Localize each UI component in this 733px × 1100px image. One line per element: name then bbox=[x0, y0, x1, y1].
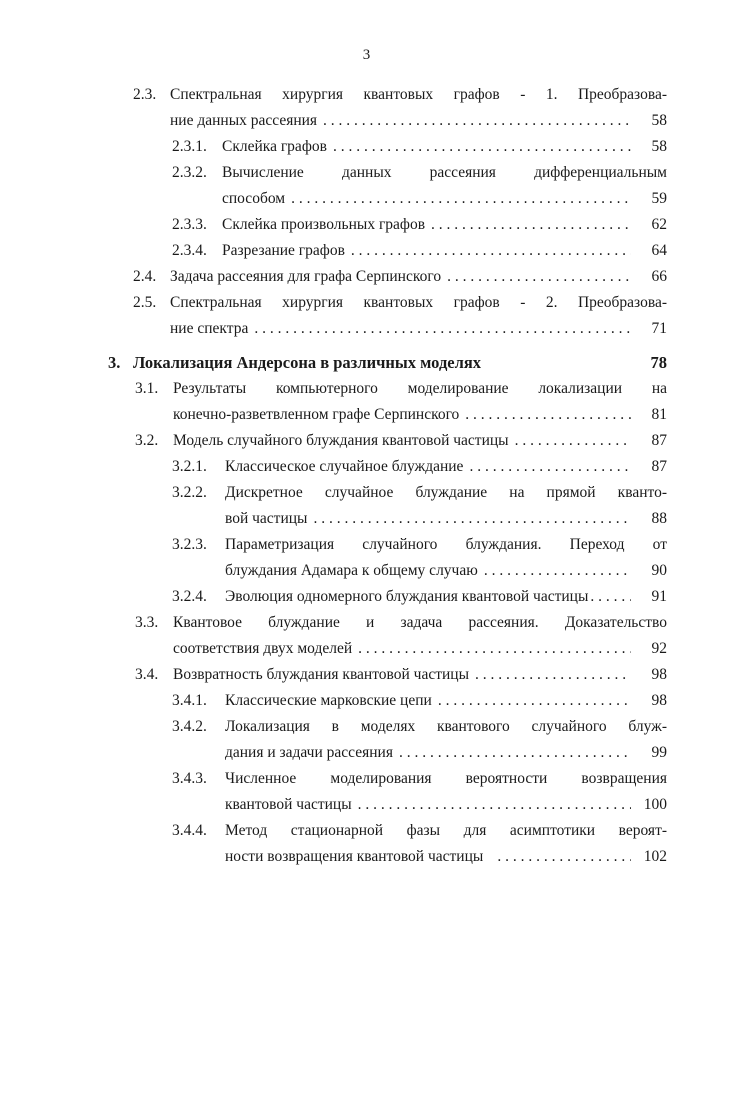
toc-entry-number: 2.3.1. bbox=[172, 138, 207, 155]
toc-entry-3-4-3[interactable] bbox=[0, 766, 733, 818]
toc-page-number: 87 bbox=[651, 458, 667, 475]
dot-leader bbox=[393, 740, 631, 766]
toc-entry-number: 2.4. bbox=[133, 268, 157, 285]
toc-entry-title-line: Параметризация случайного блуждания. Переход от bbox=[225, 536, 667, 553]
toc-entry-title-line: блуждания Адамара к общему случаю bbox=[225, 562, 478, 579]
dot-leader bbox=[345, 238, 631, 264]
toc-entry-title-line: Дискретное случайное блуждание на прямой кванто- bbox=[225, 484, 667, 501]
toc-page-number: 102 bbox=[643, 848, 667, 865]
table-of-contents bbox=[0, 82, 733, 870]
toc-entry-title-line: Возвратность блуждания квантовой частицы bbox=[173, 666, 470, 683]
toc-entry-3-3[interactable] bbox=[0, 610, 733, 662]
dot-leader bbox=[317, 108, 631, 134]
toc-entry-title-line: конечно-разветвленном графе Серпинского bbox=[173, 406, 460, 423]
dot-leader bbox=[307, 506, 631, 532]
toc-entry-title-line: соответствия двух моделей bbox=[173, 640, 353, 657]
toc-page-number: 78 bbox=[650, 353, 667, 372]
toc-entry-title-line: Вычисление данных рассеяния дифференциальным bbox=[222, 164, 667, 181]
dot-leader bbox=[463, 454, 631, 480]
dot-leader bbox=[459, 402, 631, 428]
toc-entry-3-1[interactable] bbox=[0, 376, 733, 428]
page-number: 3 bbox=[362, 47, 371, 63]
toc-entry-3-2-1[interactable] bbox=[0, 454, 733, 480]
toc-entry-2-3-2[interactable] bbox=[0, 160, 733, 212]
toc-entry-3-2-4[interactable] bbox=[0, 584, 733, 610]
toc-entry-3-4-2[interactable] bbox=[0, 714, 733, 766]
toc-entry-title-line: ние спектра bbox=[170, 320, 249, 337]
toc-entry-number: 3.4. bbox=[135, 666, 159, 683]
toc-entry-title-line: Склейка графов bbox=[222, 138, 327, 155]
toc-entry-number: 3.4.2. bbox=[172, 718, 207, 735]
toc-entry-number: 3.1. bbox=[135, 380, 159, 397]
toc-entry-title-line: вой частицы bbox=[225, 510, 308, 527]
toc-entry-title-line: дания и задачи рассеяния bbox=[225, 744, 393, 761]
dot-leader bbox=[441, 264, 631, 290]
toc-page-number: 71 bbox=[651, 320, 667, 337]
dot-leader bbox=[509, 428, 631, 454]
toc-page-number: 59 bbox=[651, 190, 667, 207]
toc-entry-number: 2.3.2. bbox=[172, 164, 207, 181]
toc-page-number: 58 bbox=[651, 112, 667, 129]
toc-entry-3-2-2[interactable] bbox=[0, 480, 733, 532]
toc-entry-2-3-4[interactable] bbox=[0, 238, 733, 264]
dot-leader bbox=[352, 792, 631, 818]
toc-page-number: 90 bbox=[651, 562, 667, 579]
toc-chapter-3[interactable] bbox=[0, 350, 733, 376]
dot-leader bbox=[588, 584, 631, 610]
toc-entry-number: 3.2.2. bbox=[172, 484, 207, 501]
dot-leader bbox=[478, 558, 631, 584]
toc-page-number: 92 bbox=[651, 640, 667, 657]
toc-entry-title-line: Метод стационарной фазы для асимптотики вероят- bbox=[225, 822, 667, 839]
toc-entry-title-line: Спектральная хирургия квантовых графов - 1. Преобразова- bbox=[170, 86, 667, 103]
dot-leader bbox=[425, 212, 631, 238]
toc-page-number: 98 bbox=[651, 692, 667, 709]
toc-entry-title-line: ности возвращения квантовой частицы bbox=[225, 848, 484, 865]
toc-page-number: 88 bbox=[651, 510, 667, 527]
toc-entry-number: 3.4.1. bbox=[172, 692, 207, 709]
toc-entry-number: 3.2. bbox=[135, 432, 159, 449]
toc-entry-3-4-1[interactable] bbox=[0, 688, 733, 714]
toc-entry-title-line: ние данных рассеяния bbox=[170, 112, 318, 129]
toc-page-number: 99 bbox=[651, 744, 667, 761]
toc-page-number: 58 bbox=[651, 138, 667, 155]
toc-entry-number: 3.2.4. bbox=[172, 588, 207, 605]
toc-entry-title-line: Задача рассеяния для графа Серпинского bbox=[170, 268, 442, 285]
toc-page-number: 91 bbox=[651, 588, 667, 605]
toc-entry-title-line: Классическое случайное блуждание bbox=[225, 458, 464, 475]
dot-leader bbox=[248, 316, 631, 342]
toc-entry-3-4[interactable] bbox=[0, 662, 733, 688]
toc-entry-2-3-3[interactable] bbox=[0, 212, 733, 238]
toc-page-number: 98 bbox=[651, 666, 667, 683]
toc-entry-number: 3.3. bbox=[135, 614, 159, 631]
toc-entry-title-line: Модель случайного блуждания квантовой частицы bbox=[173, 432, 509, 449]
toc-entry-2-4[interactable] bbox=[0, 264, 733, 290]
toc-page-number: 66 bbox=[651, 268, 667, 285]
toc-entry-number: 2.3. bbox=[133, 86, 157, 103]
toc-entry-number: 3.2.1. bbox=[172, 458, 207, 475]
toc-chapter-number: 3. bbox=[108, 353, 121, 372]
toc-entry-title-line: Разрезание графов bbox=[222, 242, 345, 259]
dot-leader bbox=[285, 186, 631, 212]
toc-entry-3-2-3[interactable] bbox=[0, 532, 733, 584]
toc-entry-title-line: Классические марковские цепи bbox=[225, 692, 432, 709]
toc-entry-3-2[interactable] bbox=[0, 428, 733, 454]
dot-leader bbox=[469, 662, 631, 688]
toc-entry-number: 2.3.3. bbox=[172, 216, 207, 233]
toc-page-number: 100 bbox=[643, 796, 667, 813]
toc-entry-title-line: Локализация в моделях квантового случайного блуж- bbox=[225, 718, 667, 735]
dot-leader bbox=[327, 134, 631, 160]
toc-entry-title-line: Численное моделирования вероятности возвращения bbox=[225, 770, 667, 787]
toc-entry-number: 3.4.3. bbox=[172, 770, 207, 787]
toc-entry-2-3-1[interactable] bbox=[0, 134, 733, 160]
toc-entry-number: 3.4.4. bbox=[172, 822, 207, 839]
toc-page-number: 87 bbox=[651, 432, 667, 449]
toc-entry-number: 2.3.4. bbox=[172, 242, 207, 259]
toc-entry-3-4-4[interactable] bbox=[0, 818, 733, 870]
toc-entry-number: 3.2.3. bbox=[172, 536, 207, 553]
toc-entry-title-line: Спектральная хирургия квантовых графов - 2. Преобразова- bbox=[170, 294, 667, 311]
toc-entry-2-5[interactable] bbox=[0, 290, 733, 342]
toc-entry-title-line: квантовой частицы bbox=[225, 796, 352, 813]
toc-entry-title-line: Склейка произвольных графов bbox=[222, 216, 426, 233]
toc-page-number: 64 bbox=[651, 242, 667, 259]
toc-entry-number: 2.5. bbox=[133, 294, 157, 311]
dot-leader bbox=[483, 844, 631, 870]
dot-leader bbox=[352, 636, 631, 662]
toc-entry-title-line: Квантовое блуждание и задача рассеяния. Доказательство bbox=[173, 614, 667, 631]
toc-page-number: 62 bbox=[651, 216, 667, 233]
dot-leader bbox=[432, 688, 631, 714]
toc-page-number: 81 bbox=[651, 406, 667, 423]
toc-entry-title-line: Результаты компьютерного моделирование локализации на bbox=[173, 380, 667, 397]
toc-entry-title-line: способом bbox=[222, 190, 286, 207]
toc-entry-title-line: Эволюция одномерного блуждания квантовой частицы bbox=[225, 588, 589, 605]
toc-chapter-title: Локализация Андерсона в различных моделях bbox=[133, 353, 482, 372]
toc-entry-2-3[interactable] bbox=[0, 82, 733, 134]
